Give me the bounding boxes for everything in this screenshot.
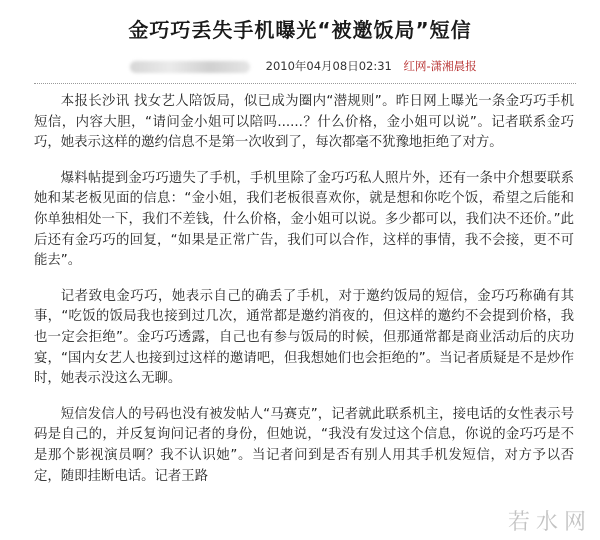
divider <box>34 83 576 84</box>
paragraph: 短信发信人的号码也没有被发帖人“马赛克”，记者就此联系机主，接电话的女性表示号码是自己的，并反复询问记者的身份，但她说，“我没有发过这个信息，你说的金巧巧是不是那个影视演员啊？我不认识她”。当记者问到是否有别人用其手机发短信，对方予以否定，随即挂断电话。记者王路 <box>34 406 574 484</box>
article-body <box>34 92 574 502</box>
paragraph: 记者致电金巧巧，她表示自己的确丢了手机，对于邀约饭局的短信，金巧巧称确有其事，“吃饭的饭局我也接到过几次，通常都是邀约消夜的，但这样的邀约不会提到价格，我也一定会拒绝”。金巧巧透露，自己也有参与饭局的时候，但那通常都是商业活动后的庆功宴，“国内女艺人也接到过这样的邀请吧，但我想她们也会拒绝的”。当记者质疑是不是炒作时，她表示没这么无聊。 <box>34 288 574 387</box>
paragraph: 爆料帖提到金巧巧遗失了手机，手机里除了金巧巧私人照片外，还有一条中介想要联系她和某老板见面的信息：“金小姐，我们老板很喜欢你，就是想和你吃个饭，希望之后能和你单独相处一下，我们不差钱，什么价格，金小姐可以说。多少都可以，我们决不还价。”此后还有金巧巧的回复，“如果是正常广告，我们可以合作，这样的事情，我不会接，更不可能去”。 <box>34 170 574 269</box>
article-title: 金巧巧丢失手机曝光“被邀饭局”短信 <box>128 18 472 42</box>
article-meta <box>130 58 550 78</box>
article-source-link[interactable]: 红网-潇湘晨报 <box>403 59 477 73</box>
paragraph: 本报长沙讯 找女艺人陪饭局，似已成为圈内“潜规则”。昨日网上曝光一条金巧巧手机短信，内容大胆，“请问金小姐可以陪吗......？什么价格，金小姐可以说”。记者联系金巧巧，她表示这样的邀约信息不是第一次收到了，每次都毫不犹豫地拒绝了对方。 <box>34 94 574 151</box>
site-watermark: 若水网 <box>507 510 592 535</box>
article-datetime: 2010年04月08日02:31 <box>265 59 392 73</box>
redacted-author <box>130 61 250 73</box>
